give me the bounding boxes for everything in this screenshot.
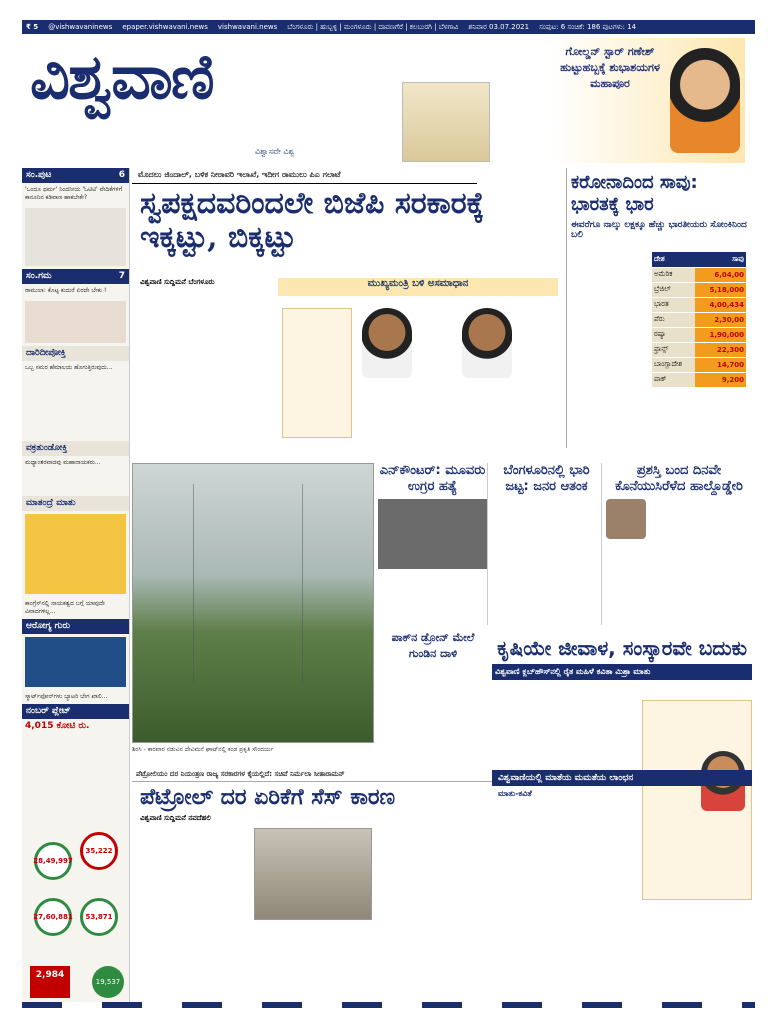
encounter-headline[interactable]: ಎನ್‌ಕೌಂಟರ್: ಮೂವರು ಉಗ್ರರ ಹತ್ಯೆ xyxy=(379,463,486,494)
feature-label: ಮಾತು-ಕವಿತೆ xyxy=(498,789,532,798)
section-header: ಆರೋಗ್ಯ ಗುರು xyxy=(22,619,129,634)
obituary-photo xyxy=(606,499,646,539)
actor-portrait xyxy=(670,48,740,153)
drone-headline[interactable]: ಪಾಕ್‌ನ ಡ್ರೋನ್ ಮೇಲೆ ಗುಂಡಿನ ದಾಳಿ xyxy=(391,631,475,660)
left-column xyxy=(22,168,130,1003)
obituary-story xyxy=(606,463,752,625)
columnist-photo xyxy=(25,208,126,266)
birthday-promo xyxy=(550,38,745,163)
issue-label: ಸಂಪುಟ: 6 ಸಂಚಿಕೆ: 186 ಪುಟಗಳು: 14 xyxy=(539,22,637,31)
section-text: 'ಒಂದೂ ಥರ್ಮ' ನಿಂದನೀಯ 'ಓಟಿಟಿ' ವೇದಿಕೆಗಳಿಗೆ ಕಾನೂನಿನ ಕಡಿವಾಣ ಹಾಕಬೇಕೇ? xyxy=(25,186,123,201)
table-row: ರಷ್ಯಾ 1,90,000 xyxy=(652,327,746,342)
table-row: ಬಾಂಗ್ಲಾದೇಶ 14,700 xyxy=(652,357,746,372)
section-header: ಮಾತಂದ್ರೆ ಮಾತು xyxy=(22,496,129,511)
corona-subhead: ಈವರೆಗೂ ನಾಲ್ಕು ಲಕ್ಷಕ್ಕೂ ಹೆಚ್ಚು ಭಾರತೀಯರು ಸೋಂಕಿನಿಂದ ಬಲಿ xyxy=(571,220,747,240)
table-row: ಬ್ರೆಜಿಲ್ 5,18,000 xyxy=(652,282,746,297)
health-image xyxy=(25,637,126,687)
website-link[interactable]: vishwavani.news xyxy=(217,23,278,31)
corona-headline[interactable]: ಕರೋನಾದಿಂದ ಸಾವು: ಭಾರತಕ್ಕೆ ಭಾರ xyxy=(567,168,752,220)
table-row: ಫ್ರಾನ್ಸ್ 22,300 xyxy=(652,342,746,357)
lead-body xyxy=(140,290,276,450)
newspaper-logo: ವಿಶ್ವವಾಣಿ xyxy=(30,40,213,113)
section-text: ರಾಮುಲಾ: ಕೊಟ್ಟ ಕುದುರೆ ಏರದೇ ಬೇಕು ! xyxy=(25,287,107,294)
petrol-headline[interactable]: ಪೆಟ್ರೋಲ್ ದರ ಏರಿಕೆಗೆ ಸೆಸ್ ಕಾರಣ xyxy=(140,784,396,810)
question-box xyxy=(282,308,352,438)
lead-subhead: ಮುಖ್ಯಮಂತ್ರಿ ಬಳಿ ಅಸಮಾಧಾನ xyxy=(278,278,558,296)
editions-label: ಬೆಂಗಳೂರು | ಹುಬ್ಬಳ್ಳಿ | ಮಂಗಳೂರು | ದಾವಣಗೆರೆ | ಕಲಬುರಗಿ | ಬೆಳಗಾವಿ xyxy=(287,22,459,31)
petrol-byline: ವಿಶ್ವವಾಣಿ ಸುದ್ದಿಮನೆ ನವದೆಹಲಿ xyxy=(140,814,211,822)
table-row: ಭಾರತ 4,00,434 xyxy=(652,297,746,312)
petrol-story xyxy=(132,768,492,1003)
section-text: ಸ್ಮಾರ್ಟ್‌ಫೋನ್‌ಗಳು ಬ್ಯಾಟರಿ ಬೇಗ ಖಾಲಿ... xyxy=(25,693,108,700)
color-strip xyxy=(22,1002,755,1008)
bottom-right-feature xyxy=(492,770,752,1005)
feature-header: ವಿಶ್ವವಾಣಿಯಲ್ಲಿ ಮಾತೆಯ ಮಮತೆಯ ಲಾಂಛನ xyxy=(492,770,752,786)
lead-headline[interactable]: ಸ್ವಪಕ್ಷದವರಿಂದಲೇ ಬಿಜೆಪಿ ಸರಕಾರಕ್ಕೆ ಇಕ್ಕಟ್ಟು, ಬಿಕ್ಕಟ್ಟು xyxy=(140,186,485,255)
encounter-photo xyxy=(378,499,487,569)
tagline: ವಿಶ್ವಾಸವೇ ವಿಶ್ವ xyxy=(255,147,295,156)
epaper-link[interactable]: epaper.vishwavani.news xyxy=(122,23,208,31)
quote-box xyxy=(25,514,126,594)
krishi-headline[interactable]: ಕೃಷಿಯೇ ಜೀವಾಳ, ಸಂಸ್ಕಾರವೇ ಬದುಕು xyxy=(497,636,747,660)
encounter-story xyxy=(378,463,488,625)
top-info-bar xyxy=(22,20,755,34)
krishi-bar: ವಿಶ್ವವಾಣಿ ಕ್ಲಬ್‌ಹೌಸ್‌ನಲ್ಲಿ ರೈತ ಮಹಿಳೆ ಕವಿತಾ ಮಿಶ್ರಾ ಮಾತು xyxy=(492,664,752,680)
petrol-kicker: ಪೆಟ್ರೋಲಿಯಂ ದರ ನಿಯಂತ್ರಣ ರಾಜ್ಯ ಸರಕಾರಗಳ ಕೈಯಲ್ಲಿದೆ: ಸಚಿವೆ ನಿರ್ಮಲಾ ಸೀತಾರಾಮನ್ xyxy=(132,768,492,782)
covid-total-circle: 28,49,997 xyxy=(34,842,72,880)
politician-portrait xyxy=(462,308,512,378)
recovered-today-circle: 19,537 xyxy=(92,966,124,998)
price-label: ₹ 5 xyxy=(26,23,39,31)
section-text: 4,015 ಕೋಟಿ ರು. xyxy=(25,721,90,731)
politician-portrait xyxy=(362,308,412,378)
obituary-headline[interactable]: ಪ್ರಶಸ್ತಿ ಬಂದ ದಿನವೇ ಕೊನೆಯುಸಿರೆಳೆದ ಹಾಲ್ದೊಡ್ಡೇರಿ xyxy=(615,463,743,494)
table-row: ಪೆರು 2,30,00 xyxy=(652,312,746,327)
section-header: ನಂಬರ್ ಪ್ಲೇಟ್ xyxy=(22,704,129,719)
minister-photo xyxy=(254,828,372,920)
section-header: ಸಂ.ಗಮ 7 xyxy=(22,269,129,284)
section-text: ಕಾಂಗ್ರೆಸ್‌ನಲ್ಲಿ ನಾಯಕತ್ವದ ಬಗ್ಗೆ ಯಾವುದೇ ವಿವಾದಗಳಿಲ್ಲ... xyxy=(25,600,105,615)
photo-caption: ಶಿರಸಿ - ಕಾರವಾರ ನಡುವಿನ ದೇವಿಮನೆ ಘಾಟ್‌ನಲ್ಲಿ ಕಂಡ ಪ್ರಕೃತಿ ಸೌಂದರ್ಯ xyxy=(132,746,274,753)
landscape-photo[interactable] xyxy=(132,463,374,743)
corona-story xyxy=(566,168,752,448)
lead-kicker: ಮೊದಲು ಜಿಂದಾಲ್, ಬಳಿಕ ನೀರಾವರಿ ಇಲಾಖೆ, ಇದೀಗ ರಾಮುಲು ಪಿಎ ಗಲಾಟೆ xyxy=(132,168,477,184)
front-page-thumbnail xyxy=(402,82,490,162)
table-row: ಪಾಕ್ 9,200 xyxy=(652,372,746,387)
promo-text: ಗೋಲ್ಡನ್ ಸ್ಟಾರ್ ಗಣೇಶ್ ಹುಟ್ಟುಹಬ್ಬಕ್ಕೆ ಶುಭಾಶಯಗಳ ಮಹಾಪೂರ xyxy=(560,45,660,90)
corona-deaths-table: ದೇಶ ಸಾವು ಅಮೆರಿಕ 6,04,00 ಬ್ರೆಜಿಲ್ 5,18,000 ಭಾರತ 4,00,434 ಪೆರು 2,30,00 ರಷ್ಯಾ 1,90,000 ಫ್ರಾನ್ಸ್ 22,300 ಬಾಂಗ್ಲಾದೇಶ 14,700 ಪಾಕ್ 9,200 xyxy=(652,252,746,388)
section-text: ಮಧ್ಯಾಂತರವಾದವು ಮಹಾನಾಯಕರು... xyxy=(25,459,101,466)
covid-recovered-circle: 27,60,881 xyxy=(34,898,72,936)
covid-new-circle: 35,222 xyxy=(80,832,118,870)
power-pylon-shape xyxy=(193,484,303,684)
date-label: ಶನಿವಾರ 03.07.2021 xyxy=(468,22,530,31)
section-header: ದಾರಿದೀಪೋಕ್ತಿ xyxy=(22,346,129,361)
deaths-today-box: 2,984 xyxy=(30,966,70,998)
bengaluru-headline[interactable]: ಬೆಂಗಳೂರಿನಲ್ಲಿ ಭಾರಿ ಜಟ್ಟ: ಜನರ ಆತಂಕ xyxy=(503,463,590,494)
section-header: ವಕ್ರತುಂಡೋಕ್ತಿ xyxy=(22,441,129,456)
covid-active-circle: 53,871 xyxy=(80,898,118,936)
twitter-handle[interactable]: @vishwavaninews xyxy=(48,23,113,31)
section-text: ಒಬ್ಬ ಸಮರ ಹೆಮಾಲಯ ಹೊಗುತ್ತಿರುವುದು... xyxy=(25,364,113,371)
section-header: ಸಂ.ಪುಟ 6 xyxy=(22,168,129,183)
bengaluru-story xyxy=(492,463,602,625)
columnist-photo xyxy=(25,301,126,343)
lead-byline: ವಿಶ್ವವಾಣಿ ಸುದ್ದಿಮನೆ ಬೆಂಗಳೂರು xyxy=(140,278,215,286)
table-row: ಅಮೆರಿಕ 6,04,00 xyxy=(652,267,746,282)
